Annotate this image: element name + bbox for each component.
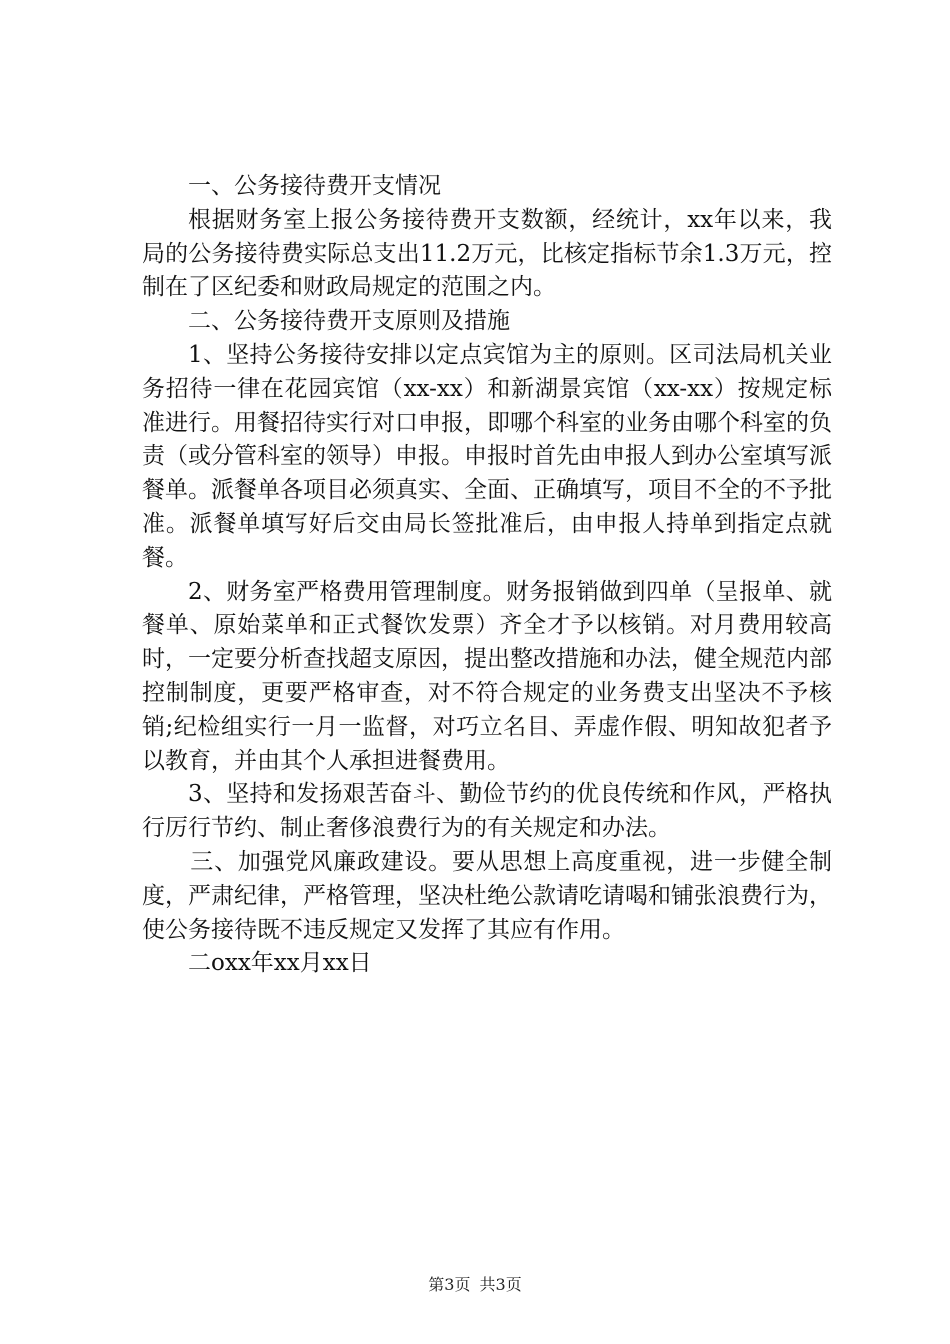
paragraph-measure-2: 2、财务室严格费用管理制度。财务报销做到四单（呈报单、就餐单、原始菜单和正式餐饮发票）齐全才予以核销。对月费用较高时，一定要分析查找超支原因，提出整改措施和办法，健全规范内部控制制度，更要严格审查，对不符合规定的业务费支出坚决不予核销;纪检组实行一月一监督，对巧立名目、弄虚作假、明知故犯者予以教育，并由其个人承担进餐费用。 [142, 578, 832, 774]
heading-principles-measures: 二、公务接待费开支原则及措施 [188, 308, 510, 335]
paragraph-measure-1: 1、坚持公务接待安排以定点宾馆为主的原则。区司法局机关业务招待一律在花园宾馆（xx-xx）和新湖景宾馆（xx-xx）按规定标准进行。用餐招待实行对口申报，即哪个科室的业务由哪个科室的负责（或分管科室的领导）申报。申报时首先由申报人到办公室填写派餐单。派餐单各项目必须真实、全面、正确填写，项目不全的不予批准。派餐单填写好后交由局长签批准后，由申报人持单到指定点就餐。 [142, 341, 832, 571]
document-body [142, 170, 832, 981]
page-total: 共3页 [479, 1275, 522, 1294]
document-date: 二oxx年xx月xx日 [188, 950, 372, 977]
paragraph-measure-3: 3、坚持和发扬艰苦奋斗、勤俭节约的优良传统和作风，严格执行厉行节约、制止奢侈浪费行为的有关规定和办法。 [142, 781, 832, 842]
page-number: 第3页 [428, 1275, 471, 1294]
page-footer [0, 1275, 950, 1295]
paragraph-expense-summary: 根据财务室上报公务接待费开支数额，经统计，xx年以来，我局的公务接待费实际总支出11.2万元，比核定指标节余1.3万元，控制在了区纪委和财政局规定的范围之内。 [142, 206, 832, 301]
paragraph-integrity-building: 三、加强党风廉政建设。要从思想上高度重视，进一步健全制度，严肃纪律，严格管理，坚决杜绝公款请吃请喝和铺张浪费行为，使公务接待既不违反规定又发挥了其应有作用。 [142, 848, 832, 943]
heading-reception-expenses: 一、公务接待费开支情况 [188, 173, 441, 199]
